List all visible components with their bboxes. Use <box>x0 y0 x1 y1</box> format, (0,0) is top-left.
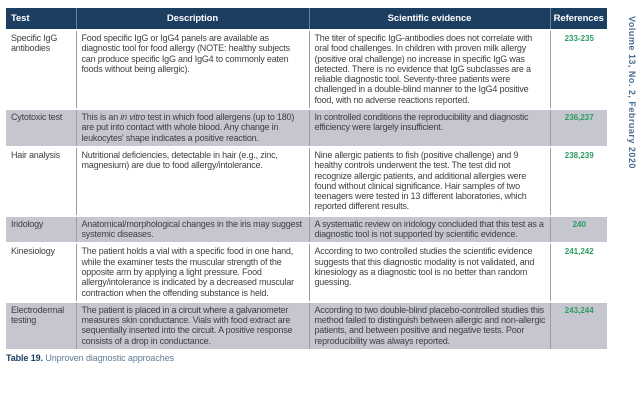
test-name-cell: Iridology <box>6 216 76 244</box>
unproven-diagnostics-table <box>6 8 607 349</box>
table-row-cytotoxic-test <box>6 109 607 147</box>
test-name-cell: Kinesiology <box>6 243 76 301</box>
table-row-kinesiology <box>6 243 607 301</box>
column-header-test: Test <box>6 8 76 30</box>
table-header-row <box>6 8 607 30</box>
test-name-cell: Electrodermal testing <box>6 302 76 349</box>
reference-citation[interactable]: 240 <box>550 216 607 244</box>
test-name-cell: Cytotoxic test <box>6 109 76 147</box>
reference-citation[interactable]: 233-235 <box>550 30 607 109</box>
description-cell: Anatomical/morphological changes in the iris may suggest systemic diseases. <box>76 216 309 244</box>
test-name-cell: Specific IgG antibodies <box>6 30 76 109</box>
column-header-description: Description <box>76 8 309 30</box>
test-name-cell: Hair analysis <box>6 147 76 216</box>
reference-citation[interactable]: 241,242 <box>550 243 607 301</box>
description-cell: Food specific IgG or IgG4 panels are available as diagnostic tool for food allergy (NOTE: healthy subjects can produce specific IgG and IgG4 to commonly eaten foods without being allergic). <box>76 30 309 109</box>
table-row-electrodermal-testing <box>6 302 607 349</box>
evidence-cell: The titer of specific IgG-antibodies does not correlate with oral food challenges. In children with proven milk allergy (positive oral challenge) no increase in specific IgG was detected. There is no evidence that IgG subclasses are a reliable diagnostic tool. Seventy-three patients were challenged in a double-blind manner to the IgG4 positive food, with no adverse reactions reported. <box>309 30 550 109</box>
column-header-evidence: Scientific evidence <box>309 8 550 30</box>
evidence-cell: According to two double-blind placebo-controlled studies this method failed to distinguish between allergic and non-allergic patients, and between positive and negative tests. Poor reproducibility was always reported. <box>309 302 550 349</box>
evidence-cell: In controlled conditions the reproducibility and diagnostic efficiency were largely insufficient. <box>309 109 550 147</box>
table-caption <box>6 353 640 363</box>
reference-citation[interactable]: 238,239 <box>550 147 607 216</box>
evidence-cell: According to two controlled studies the scientific evidence suggests that this diagnostic modality is not validated, and kinesiology as a diagnostic tool is no better than random guessing. <box>309 243 550 301</box>
description-cell: The patient holds a vial with a specific food in one hand, while the examiner tests the muscular strength of the opposite arm by applying a light pressure. Food allergy/intolerance is indicated by a decreased muscular contraction when the offending substance is held. <box>76 243 309 301</box>
reference-citation[interactable]: 243,244 <box>550 302 607 349</box>
table-caption-label: Table 19. <box>6 353 43 364</box>
description-cell: This is an in vitro test in which food allergens (up to 180) are put into contact with whole blood. Any change in leukocytes' shape indicates a positive reaction. <box>76 109 309 147</box>
journal-volume-info: Volume 13, No. 2, February 2020 <box>627 16 637 169</box>
table-caption-text: Unproven diagnostic approaches <box>45 353 174 364</box>
evidence-cell: Nine allergic patients to fish (positive challenge) and 9 healthy controls underwent the test. The test did not recognize allergic patients, and additional allergies were found without clinical significance. Hair samples of two teenagers were tested in 13 different laboratories, which reported different results. <box>309 147 550 216</box>
journal-page <box>0 8 640 414</box>
description-cell: Nutritional deficiencies, detectable in hair (e.g., zinc, magnesium) are due to food allergy/intolerance. <box>76 147 309 216</box>
description-cell: The patient is placed in a circuit where a galvanometer measures skin conductance. Vials with food extract are sequentially inserted into the circuit. A positive response consists of a drop in conductance. <box>76 302 309 349</box>
column-header-references: References <box>550 8 607 30</box>
table-row-specific-igg <box>6 30 607 109</box>
table-row-hair-analysis <box>6 147 607 216</box>
reference-citation[interactable]: 236,237 <box>550 109 607 147</box>
evidence-cell: A systematic review on iridology concluded that this test as a diagnostic tool is not supported by scientific evidence. <box>309 216 550 244</box>
table-row-iridology <box>6 216 607 244</box>
